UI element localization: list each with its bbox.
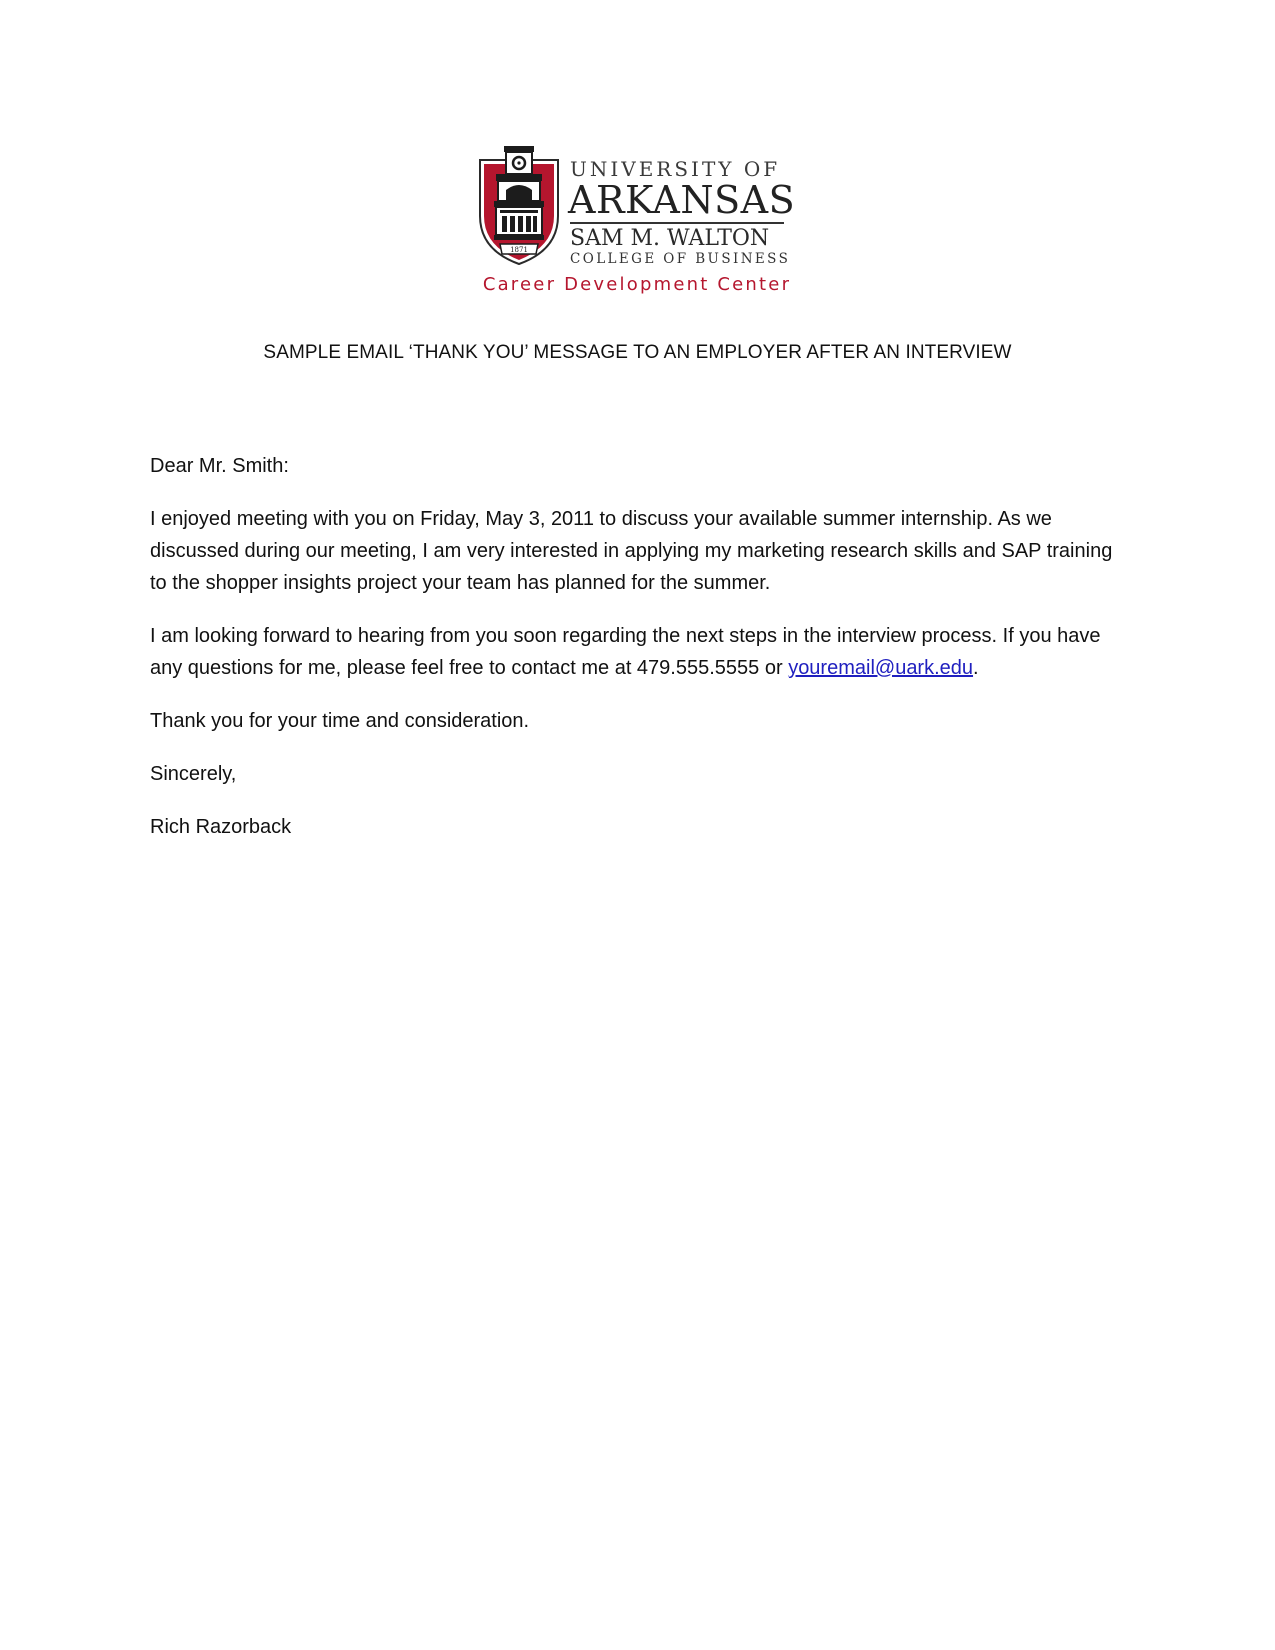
letter-signature: Rich Razorback bbox=[150, 816, 292, 838]
letter-body bbox=[150, 450, 1130, 864]
logo-college-of-business: COLLEGE OF BUSINESS bbox=[570, 251, 791, 267]
logo-divider bbox=[570, 222, 784, 224]
paragraph-2-text: I am looking forward to hearing from you soon regarding the next steps in the interview process. If you have any questions for me, please feel free to contact me at 479.555.5555 or bbox=[150, 625, 1101, 679]
logo-university-of: UNIVERSITY OF bbox=[570, 157, 781, 181]
shield-crest-icon bbox=[478, 146, 560, 266]
logo-sam-walton: SAM M. WALTON bbox=[570, 226, 770, 251]
university-logo bbox=[478, 146, 798, 304]
seal-year: 1871 bbox=[510, 246, 528, 254]
letter-paragraph-2 bbox=[150, 620, 1130, 684]
email-link[interactable]: youremail@uark.edu bbox=[788, 657, 974, 679]
letter-closing: Sincerely, bbox=[150, 763, 237, 785]
logo-arkansas: ARKANSAS bbox=[568, 178, 796, 222]
document-title: SAMPLE EMAIL ‘THANK YOU’ MESSAGE TO AN EMPLOYER AFTER AN INTERVIEW bbox=[263, 342, 1012, 363]
letter-salutation: Dear Mr. Smith: bbox=[150, 455, 289, 477]
logo-wordmark bbox=[568, 157, 796, 268]
letter-paragraph-1: I enjoyed meeting with you on Friday, May 3, 2011 to discuss your available summer internship. As we discussed during our meeting, I am very interested in applying my marketing research skills and SAP training to the shopper insights project your team has planned for the summer. bbox=[150, 508, 1113, 594]
letter-paragraph-3: Thank you for your time and consideration. bbox=[150, 710, 530, 732]
logo-career-development-center: Career Development Center bbox=[482, 274, 792, 295]
paragraph-2-end: . bbox=[973, 657, 979, 679]
